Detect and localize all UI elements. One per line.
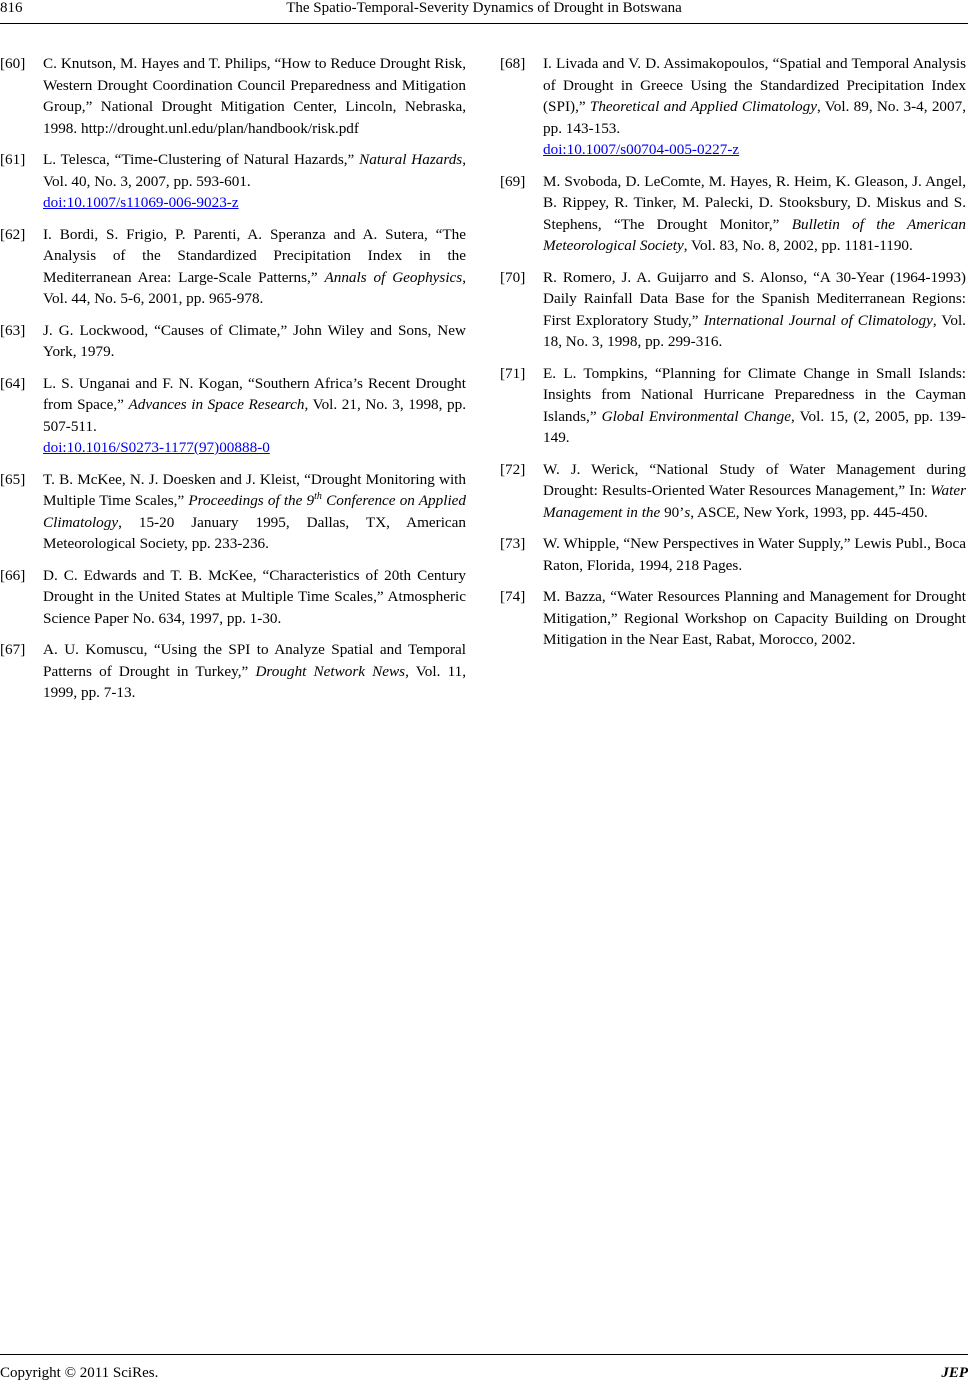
reference-entry [0,469,466,555]
reference-text: I. Livada and V. D. Assimakopoulos, “Spatial and Temporal Analysis of Drought in Greece Using the Standardized Precipitation Index (SPI),” [543,55,966,115]
reference-entry [0,373,466,459]
reference-journal: Bulletin of the American Meteorological Society [543,215,966,254]
page-footer [0,1354,968,1386]
reference-details: , Vol. 44, No. 5-6, 2001, pp. 965-978. [43,268,466,307]
reference-details: , Vol. 15, (2, 2005, pp. 139-149. [543,407,966,446]
reference-text: E. L. Tompkins, “Planning for Climate Change in Small Islands: Insights from National Hurricane Preparedness in the Cayman Islands,” [543,364,966,425]
reference-number: [72] [500,460,526,478]
reference-details: , Vol. 40, No. 3, 2007, pp. 593-601. [43,151,466,190]
page-number: 816 [0,0,23,16]
reference-number: [69] [500,172,526,190]
reference-text: M. Bazza, “Water Resources Planning and Management for Drought Mitigation,” Regional Workshop on Capacity Building on Drought Mitigation in the Near East, Rabat, Morocco, 2002. [543,588,966,648]
copyright-notice: Copyright © 2011 SciRes. [0,1365,159,1381]
reference-journal: International Journal of Climatology [703,311,933,329]
reference-entry [0,224,466,310]
reference-text: T. B. McKee, N. J. Doesken and J. Kleist, “Drought Monitoring with Multiple Time Scales,” [43,470,466,509]
reference-journal: Advances in Space Research [128,396,305,413]
reference-text: I. Bordi, S. Frigio, P. Parenti, A. Speranza and A. Sutera, “The Analysis of the Standardized Precipitation Index in the Mediterranean Area: Large-Scale Patterns,” [43,225,466,286]
reference-superscript: th [314,490,322,502]
reference-details: , Vol. 11, 1999, pp. 7-13. [43,662,466,701]
reference-entry [0,639,466,704]
header-rule [0,23,968,24]
reference-journal: Water Management in the [543,482,966,521]
reference-number: [68] [500,55,526,72]
references-right-column [500,53,966,661]
doi-link[interactable]: doi:10.1016/S0273-1177(97)00888-0 [43,439,270,456]
reference-journal: Annals of Geophysics [324,268,463,286]
running-title: The Spatio-Temporal-Severity Dynamics of Drought in Botswana [286,0,682,16]
reference-number: [73] [500,535,526,552]
reference-details: , Vol. 18, No. 3, 1998, pp. 299-316. [543,311,966,350]
reference-text: A. U. Komuscu, “Using the SPI to Analyze Spatial and Temporal Patterns of Drought in Turkey,” [43,641,466,680]
reference-number: [63] [0,321,26,339]
reference-number: [64] [0,374,26,392]
reference-entry [500,171,966,257]
reference-journal: Global Environmental Change [601,407,791,425]
journal-abbreviation: JEP [941,1365,968,1381]
reference-number: [60] [0,55,26,72]
reference-details: , Vol. 83, No. 8, 2002, pp. 1181-1190. [683,237,913,254]
reference-journal: Natural Hazards [359,151,463,168]
reference-journal: Proceedings of the 9 [188,492,315,509]
reference-text: W. J. Werick, “National Study of Water Management during Drought: Results-Oriented Water Resources Management,” In: [543,460,966,499]
reference-entry [0,320,466,363]
reference-text: W. Whipple, “New Perspectives in Water Supply,” Lewis Publ., Boca Raton, Florida, 1994, 218 Pages. [543,535,966,574]
reference-number: [61] [0,151,26,168]
reference-number: [62] [0,225,26,243]
reference-text: L. S. Unganai and F. N. Kogan, “Southern Africa’s Recent Drought from Space,” [43,374,466,413]
reference-number: [66] [0,566,26,584]
doi-link[interactable]: doi:10.1007/s11069-006-9023-z [43,194,239,211]
reference-text: M. Svoboda, D. LeComte, M. Hayes, R. Heim, K. Gleason, J. Angel, B. Rippey, R. Tinker, M. Palecki, D. Stooksbury, D. Miskus and S. Stephens, “The Drought Monitor,” [543,172,966,233]
reference-journal: Drought Network News [255,662,406,680]
reference-details: s [684,503,691,521]
reference-journal: Theoretical and Applied Climatology [589,98,817,115]
reference-text: C. Knutson, M. Hayes and T. Philips, “How to Reduce Drought Risk, Western Drought Coordination Council Preparedness and Mitigation Group,” National Drought Mitigation Center, Lincoln, Nebraska, 1998. http://drought.unl.edu/plan/handbook/risk.pdf [43,55,466,137]
reference-entry [500,459,966,524]
reference-entry [0,565,466,630]
reference-number: [67] [0,641,26,658]
reference-entry [500,53,966,161]
reference-details: , Vol. 21, No. 3, 1998, pp. 507-511. [43,396,467,435]
reference-details: , Vol. 89, No. 3-4, 2007, pp. 143-153. [543,98,966,137]
reference-entry [0,149,466,214]
footer-rule [0,1354,968,1355]
reference-text: L. Telesca, “Time-Clustering of Natural Hazards,” [43,151,360,168]
reference-entry [500,267,966,353]
reference-entry [500,586,966,651]
doi-link[interactable]: doi:10.1007/s00704-005-0227-z [543,141,740,158]
references-left-column [0,53,466,714]
reference-text: R. Romero, J. A. Guijarro and S. Alonso, “A 30-Year (1964-1993) Daily Rainfall Data Base for the Spanish Mediterranean Regions: First Exploratory Study,” [543,268,966,329]
reference-details: , 15-20 January 1995, Dallas, TX, American Meteorological Society, pp. 233-236. [43,513,466,552]
reference-text: J. G. Lockwood, “Causes of Climate,” John Wiley and Sons, New York, 1979. [43,321,466,360]
reference-entry [500,533,966,576]
page-header [0,0,968,24]
reference-number: [65] [0,470,26,488]
reference-entry [0,53,466,139]
reference-journal: Conference on Applied Climatology [43,492,466,531]
reference-number: [71] [500,364,526,382]
reference-details: 90’ [660,503,685,521]
reference-text: D. C. Edwards and T. B. McKee, “Characteristics of 20th Century Drought in the United States at Multiple Time Scales,” Atmospheric Science Paper No. 634, 1997, pp. 1-30. [43,566,466,627]
reference-number: [70] [500,268,526,286]
reference-number: [74] [500,588,526,605]
reference-entry [500,363,966,449]
reference-details: , ASCE, New York, 1993, pp. 445-450. [690,503,928,521]
